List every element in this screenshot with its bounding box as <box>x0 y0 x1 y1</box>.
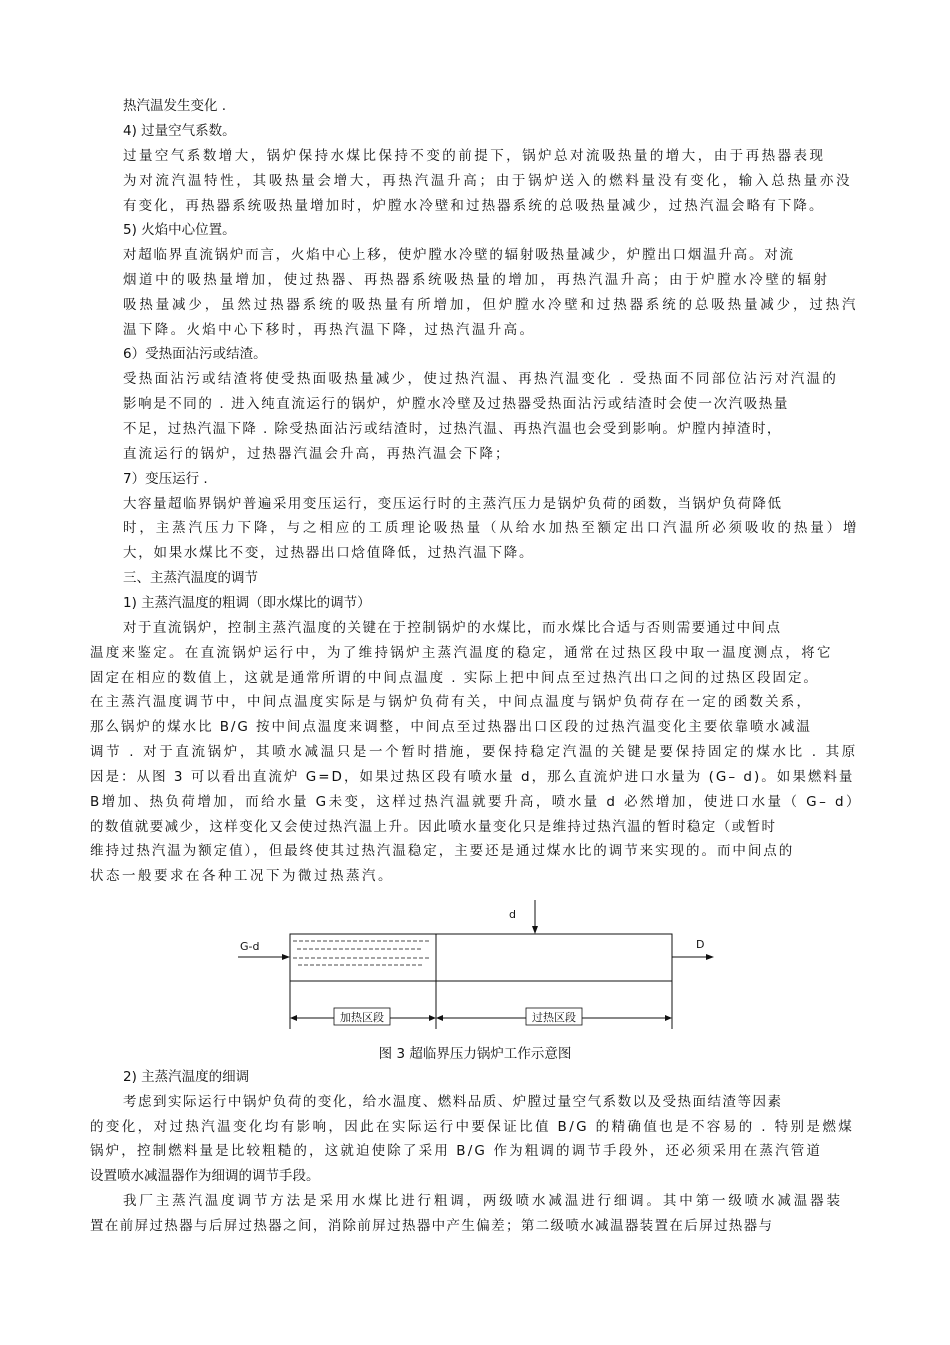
text-line: 1) 主蒸汽温度的粗调（即水煤比的调节） <box>123 595 371 611</box>
spray-label: d <box>509 908 516 921</box>
dim-arrowhead <box>665 1015 672 1021</box>
text-line: 2) 主蒸汽温度的细调 <box>123 1069 250 1085</box>
outlet-label: D <box>696 938 705 951</box>
text-line: 温度来鉴定。在直流锅炉运行中，为了维持锅炉主蒸汽温度的稳定，通常在过热区段中取一温度测点，将它 <box>90 645 833 661</box>
text-line: 吸热量减少，虽然过热器系统的吸热量有所增加，但炉膛水冷壁和过热器系统的总吸热量减少，过热汽 <box>123 297 859 313</box>
text-line: 设置喷水减温器作为细调的调节手段。 <box>90 1168 320 1184</box>
text-line: 我厂主蒸汽温度调节方法是采用水煤比进行粗调，两级喷水减温进行细调。其中第一级喷水减温器装 <box>123 1193 843 1209</box>
text-line: 维持过热汽温为额定值），但最终使其过热汽温稳定，主要还是通过煤水比的调节来实现的。而中间点的 <box>90 843 795 859</box>
text-line: 的数值就要减少，这样变化又会使过热汽温上升。因此喷水量变化只是维持过热汽温的暂时稳定（或暂时 <box>90 819 777 835</box>
text-line: 固定在相应的数值上，这就是通常所谓的中间点温度 . 实际上把中间点至过热汽出口之间的过热区段固定。 <box>90 670 819 686</box>
inlet-arrowhead <box>282 954 290 960</box>
dim-arrowhead <box>436 1015 443 1021</box>
text-line: 大，如果水煤比不变，过热器出口焓值降低，过热汽温下降。 <box>123 545 535 561</box>
text-line: 5) 火焰中心位置。 <box>123 222 236 238</box>
text-line: 影响是不同的 . 进入纯直流运行的锅炉，炉膛水冷壁及过热器受热面沾污或结渣时会使一次汽吸热量 <box>123 396 789 412</box>
text-line: 状态一般要求在各种工况下为微过热蒸汽。 <box>90 868 394 884</box>
text-line: 对超临界直流锅炉而言，火焰中心上移，使炉膛水冷壁的辐射吸热量减少，炉膛出口烟温升高。对流 <box>123 247 795 263</box>
dim-arrowhead <box>429 1015 436 1021</box>
text-line: 对于直流锅炉，控制主蒸汽温度的关键在于控制锅炉的水煤比，而水煤比合适与否则需要通过中间点 <box>123 620 782 636</box>
boiler-diagram <box>230 898 725 1038</box>
text-line: 为对流汽温特性，其吸热量会增大，再热汽温升高；由于锅炉送入的燃料量没有变化，输入总热量亦没 <box>123 173 853 189</box>
figure-caption: 图 3 超临界压力锅炉工作示意图 <box>378 1046 572 1062</box>
text-line: 烟道中的吸热量增加，使过热器、再热器系统吸热量的增加，再热汽温升高；由于炉膛水冷壁的辐射 <box>123 272 830 288</box>
text-line: 考虑到实际运行中锅炉负荷的变化，给水温度、燃料品质、炉膛过量空气系数以及受热面结渣等因素 <box>123 1094 783 1110</box>
text-line: 6）受热面沾污或结渣。 <box>123 346 267 362</box>
text-line: 温下降。火焰中心下移时，再热汽温下降，过热汽温升高。 <box>123 322 536 338</box>
text-line: 那么锅炉的煤水比 B/G 按中间点温度来调整，中间点至过热器出口区段的过热汽温变化主要依靠喷水减温 <box>90 719 812 735</box>
outlet-arrowhead <box>706 954 714 960</box>
inlet-label: G-d <box>240 940 260 953</box>
heating-section-label: 加热区段 <box>340 1011 384 1024</box>
text-line: 有变化，再热器系统吸热量增加时，炉膛水冷壁和过热器系统的总吸热量减少，过热汽温会略有下降。 <box>123 198 825 214</box>
text-line: 时，主蒸汽压力下降，与之相应的工质理论吸热量（从给水加热至额定出口汽温所必须吸收的热量）增 <box>123 520 860 536</box>
text-line: 置在前屏过热器与后屏过热器之间，消除前屏过热器中产生偏差；第二级喷水减温器装置在后屏过热器与 <box>90 1218 774 1234</box>
superheat-section-label: 过热区段 <box>532 1011 576 1024</box>
text-line: 热汽温发生变化 . <box>123 98 227 114</box>
text-line: 4) 过量空气系数。 <box>123 123 236 139</box>
text-line: 大容量超临界锅炉普遍采用变压运行，变压运行时的主蒸汽压力是锅炉负荷的函数，当锅炉负荷降低 <box>123 496 783 512</box>
spray-arrowhead <box>532 926 538 934</box>
dim-arrowhead <box>290 1015 297 1021</box>
text-line: 调节 . 对于直流锅炉，其喷水减温只是一个暂时措施，要保持稳定汽温的关键是要保持固定的煤水比 . 其原 <box>90 744 858 760</box>
text-line: B增加、热负荷增加，而给水量 G未变，这样过热汽温就要升高，喷水量 d 必然增加，使进口水量（ G– d） <box>90 794 862 810</box>
text-line: 不足，过热汽温下降 . 除受热面沾污或结渣时，过热汽温、再热汽温也会受到影响。炉膛内掉渣时， <box>123 421 782 437</box>
text-line: 过量空气系数增大，锅炉保持水煤比保持不变的前提下，锅炉总对流吸热量的增大，由于再热器表现 <box>123 148 826 164</box>
text-line: 三、主蒸汽温度的调节 <box>123 570 258 586</box>
text-line: 受热面沾污或结渣将使受热面吸热量减少，使过热汽温、再热汽温变化 . 受热面不同部位沾污对汽温的 <box>123 371 839 387</box>
water-level-lines <box>293 941 431 965</box>
text-line: 7）变压运行 . <box>123 471 208 487</box>
text-line: 在主蒸汽温度调节中，中间点温度实际是与锅炉负荷有关，中间点温度与锅炉负荷存在一定的函数关系， <box>90 694 813 710</box>
text-line: 的变化，对过热汽温变化均有影响，因此在实际运行中要保证比值 B/G 的精确值也是不容易的 . 特别是燃煤 <box>90 1119 855 1135</box>
text-line: 直流运行的锅炉，过热器汽温会升高，再热汽温会下降； <box>123 446 511 462</box>
text-line: 锅炉，控制燃料量是比较粗糙的，这就迫使除了采用 B/G 作为粗调的调节手段外，还必须采用在蒸汽管道 <box>90 1143 823 1159</box>
text-line: 因是：从图 3 可以看出直流炉 G=D，如果过热区段有喷水量 d，那么直流炉进口水量为 (G– d)。如果燃料量 <box>90 769 855 785</box>
